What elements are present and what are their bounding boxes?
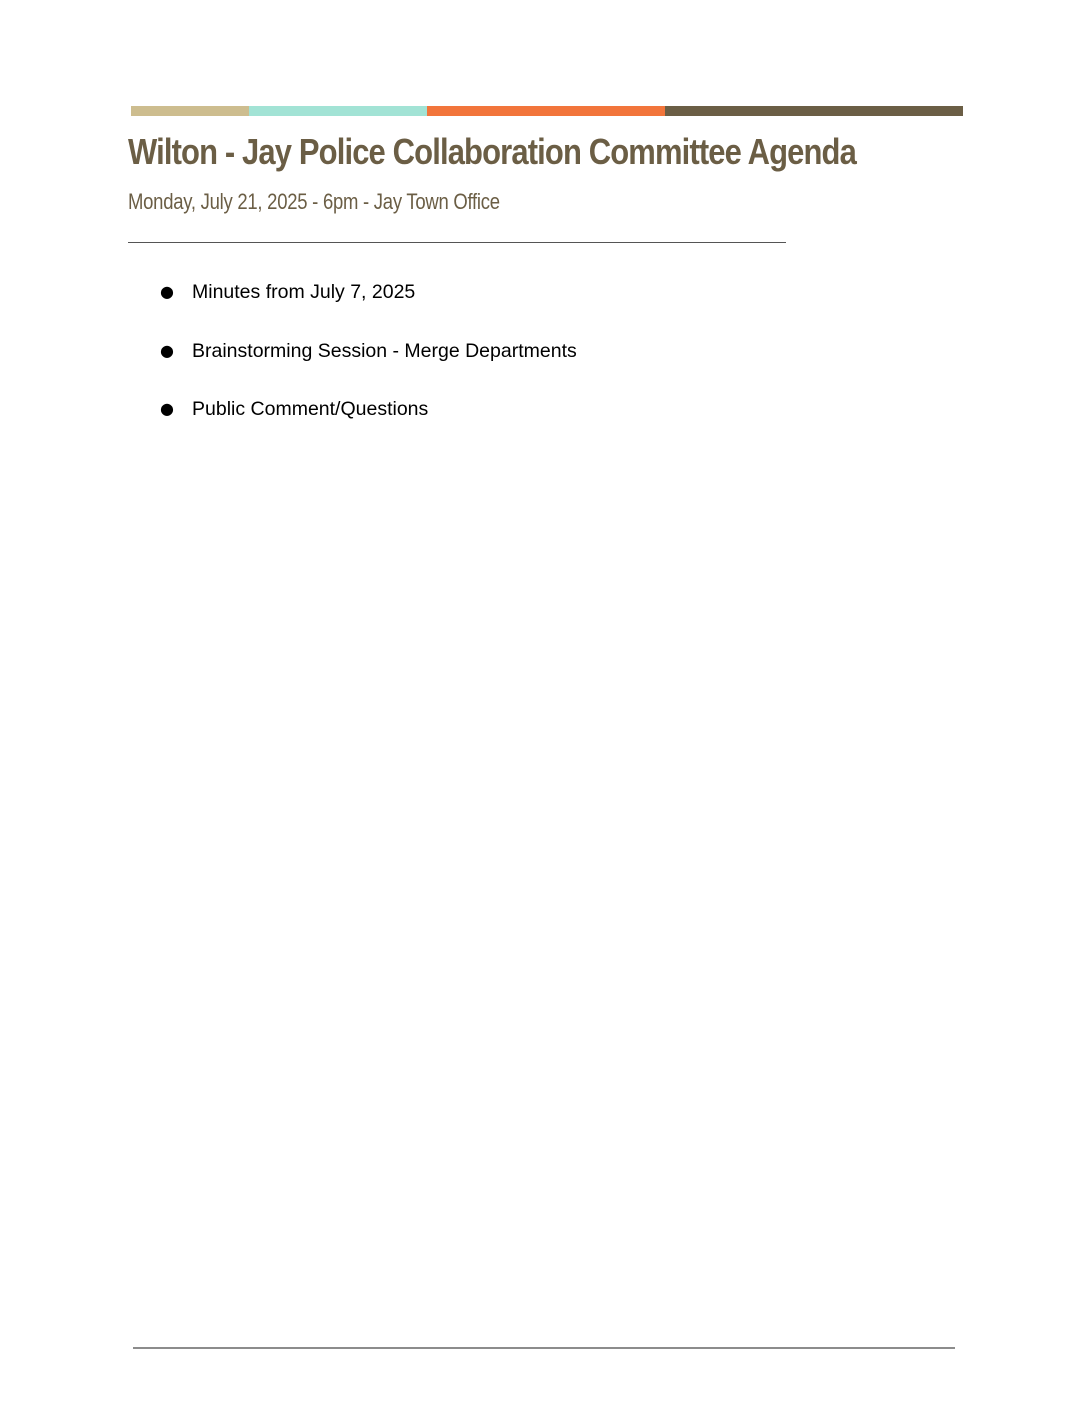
color-bar-segment-orange — [427, 106, 665, 116]
agenda-item — [160, 278, 577, 337]
header-color-bar — [131, 106, 963, 116]
agenda-item-text: Minutes from July 7, 2025 — [192, 281, 416, 303]
agenda-item — [160, 337, 577, 396]
bullet-icon: ● — [160, 282, 174, 301]
agenda-item-text: Public Comment/Questions — [192, 398, 429, 420]
agenda-item — [160, 395, 577, 454]
bullet-icon: ● — [160, 399, 174, 418]
title-divider — [128, 242, 786, 243]
agenda-list — [160, 278, 577, 454]
bullet-icon: ● — [160, 340, 174, 360]
page-title: Wilton - Jay Police Collaboration Committee Agenda — [128, 131, 856, 172]
color-bar-segment-tan — [131, 106, 249, 116]
color-bar-segment-teal — [249, 106, 427, 116]
color-bar-segment-brown — [665, 106, 963, 116]
meeting-date-subtitle: Monday, July 21, 2025 - 6pm - Jay Town Office — [128, 189, 500, 214]
agenda-item-text: Brainstorming Session - Merge Departments — [192, 339, 577, 362]
footer-divider — [133, 1347, 955, 1349]
